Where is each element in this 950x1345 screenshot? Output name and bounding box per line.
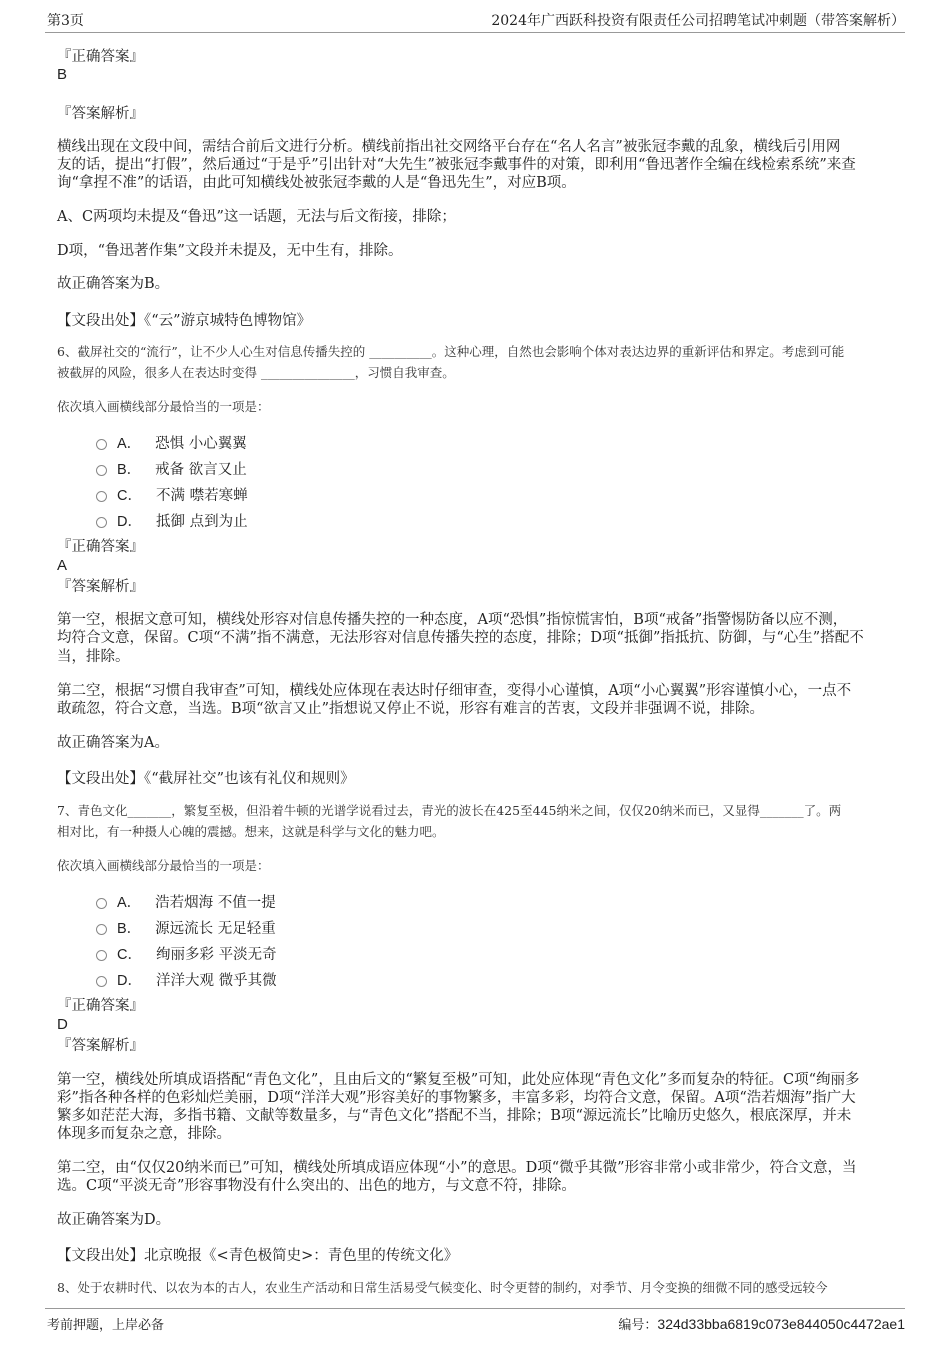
footer-code: [618, 1314, 905, 1333]
q6-option-b[interactable]: [96, 458, 247, 479]
q7-conclusion: 故正确答案为D。: [57, 1212, 171, 1228]
option-letter: B．: [117, 462, 142, 478]
q5-answer: B: [57, 66, 68, 83]
option-letter: A．: [117, 436, 142, 452]
q7-stem-line: 7、青色文化_______，繁复至极，但沿着牛顿的光谱学说看过去，青光的波长在425至445纳米之间，仅仅20纳米而已，又显得_______了。两: [57, 803, 842, 818]
q5-answer-label: 『正确答案』: [57, 49, 144, 65]
radio-icon[interactable]: [96, 976, 107, 987]
radio-icon[interactable]: [96, 465, 107, 476]
option-text: 绚丽多彩 平淡无奇: [155, 947, 277, 963]
option-letter: B．: [117, 921, 142, 937]
option-letter: D．: [117, 973, 142, 989]
q7-option-d[interactable]: [96, 969, 277, 990]
document-title: 2024年广西跃科投资有限责任公司招聘笔试冲刺题（带答案解析）: [491, 13, 905, 29]
q7-option-a[interactable]: [96, 891, 276, 912]
option-text: 戒备 欲言又止: [155, 462, 247, 478]
q5-analysis-para: A、C两项均未提及“鲁迅”这一话题，无法与后文衔接，排除；: [57, 209, 456, 225]
q7-source: 【文段出处】北京晚报《<青色极简史>：青色里的传统文化》: [57, 1248, 459, 1264]
q6-conclusion: 故正确答案为A。: [57, 735, 169, 751]
q5-analysis-label: 『答案解析』: [57, 106, 144, 122]
q6-stem-line: 被截屏的风险，很多人在表达时变得 _______________，习惯自我审查。: [57, 365, 455, 380]
q7-analysis-line: 体现多而复杂之意，排除。: [57, 1126, 231, 1142]
q5-analysis-para: D项，“鲁迅著作集”文段并未提及，无中生有，排除。: [57, 243, 403, 259]
footer-divider: [45, 1308, 905, 1309]
q7-analysis-line: 繁多如茫茫大海，多指书籍、文献等数量多，与“青色文化”搭配不当，排除；B项“源远流长”比喻历史悠久，根底深厚，并未: [57, 1108, 852, 1124]
q6-analysis-line: 第一空，根据文意可知，横线处形容对信息传播失控的一种态度，A项“恐惧”指惊慌害怕，B项“戒备”指警惕防备以应不测，: [57, 612, 848, 628]
radio-icon[interactable]: [96, 924, 107, 935]
page-number: 第3页: [47, 13, 84, 29]
option-letter: C．: [117, 947, 142, 963]
q6-analysis-line: 敢疏忽，符合文意，当选。B项“欲言又止”指想说又停止不说，形容有难言的苦衷，文段并非强调不说，排除。: [57, 701, 764, 717]
q7-answer-label: 『正确答案』: [57, 998, 144, 1014]
option-text: 浩若烟海 不值一提: [155, 895, 276, 911]
q6-option-c[interactable]: [96, 484, 248, 505]
page-header: [0, 0, 950, 34]
option-text: 恐惧 小心翼翼: [155, 436, 247, 452]
option-text: 洋洋大观 微乎其微: [155, 973, 277, 989]
header-divider: [45, 32, 905, 33]
q7-instruction: 依次填入画横线部分最恰当的一项是：: [57, 858, 270, 873]
q7-analysis-line: 第二空，由“仅仅20纳米而已”可知，横线处所填成语应体现“小”的意思。D项“微乎其微”形容非常小或非常少，符合文意，当: [57, 1160, 857, 1176]
q6-stem-line: 6、截屏社交的“流行”，让不少人心生对信息传播失控的 __________。这种心理，自然也会影响个体对表达边界的重新评估和界定。考虑到可能: [57, 344, 845, 359]
q7-analysis-line: 第一空，横线处所填成语搭配“青色文化”，且由后文的“繁复至极”可知，此处应体现“青色文化”多而复杂的特征。C项“绚丽多: [57, 1072, 860, 1088]
document-code: 324d33bba6819c073e844050c4472ae1: [657, 1316, 905, 1332]
q5-source: 【文段出处】《“云”游京城特色博物馆》: [57, 313, 312, 329]
q7-analysis-label: 『答案解析』: [57, 1038, 144, 1054]
radio-icon[interactable]: [96, 491, 107, 502]
q5-analysis-line: 友的话，提出“打假”，然后通过“于是乎”引出针对“大先生”被张冠李戴事件的对策，即利用“鲁迅著作全编在线检索系统”来查: [57, 157, 856, 173]
option-text: 不满 噤若寒蝉: [155, 488, 248, 504]
radio-icon[interactable]: [96, 950, 107, 961]
q6-option-d[interactable]: [96, 510, 248, 531]
q8-stem-line: 8、处于农耕时代、以农为本的古人，农业生产活动和日常生活易受气候变化、时令更替的制约，对季节、月令变换的细微不同的感受远较今: [57, 1280, 828, 1295]
q7-analysis-line: 彩”指各种各样的色彩灿烂美丽，D项“洋洋大观”形容美好的事物繁多，丰富多彩，均符合文意，保留。A项“浩若烟海”指广大: [57, 1090, 856, 1106]
radio-icon[interactable]: [96, 898, 107, 909]
q6-answer-label: 『正确答案』: [57, 539, 144, 555]
radio-icon[interactable]: [96, 517, 107, 528]
q7-stem-line: 相对比，有一种摄人心魄的震撼。想来，这就是科学与文化的魅力吧。: [57, 824, 445, 839]
q6-analysis-label: 『答案解析』: [57, 579, 144, 595]
q7-answer: D: [57, 1016, 68, 1033]
option-text: 源远流长 无足轻重: [155, 921, 276, 937]
q6-source: 【文段出处】《“截屏社交”也该有礼仪和规则》: [57, 771, 355, 787]
q5-analysis-line: 横线出现在文段中间，需结合前后文进行分析。横线前指出社交网络平台存在“名人名言”被张冠李戴的乱象，横线后引用网: [57, 139, 841, 155]
option-letter: C．: [117, 488, 142, 504]
option-letter: A．: [117, 895, 142, 911]
q6-answer: A: [57, 557, 68, 574]
q6-analysis-line: 第二空，根据“习惯自我审查”可知，横线处应体现在表达时仔细审查，变得小心谨慎，A项“小心翼翼”形容谨慎小心，一点不: [57, 683, 852, 699]
q7-option-c[interactable]: [96, 943, 277, 964]
q7-analysis-line: 选。C项“平淡无奇”形容事物没有什么突出的、出色的地方，与文意不符，排除。: [57, 1178, 576, 1194]
q6-instruction: 依次填入画横线部分最恰当的一项是：: [57, 399, 270, 414]
q6-option-a[interactable]: [96, 432, 247, 453]
q6-analysis-line: 当，排除。: [57, 649, 130, 665]
q5-analysis-line: 询“拿捏不准”的话语，由此可知横线处被张冠李戴的人是“鲁迅先生”，对应B项。: [57, 175, 576, 191]
q7-option-b[interactable]: [96, 917, 276, 938]
q5-conclusion: 故正确答案为B。: [57, 276, 170, 292]
code-label: 编号：: [618, 1318, 658, 1333]
option-letter: D．: [117, 514, 142, 530]
radio-icon[interactable]: [96, 439, 107, 450]
q6-analysis-line: 均符合文意，保留。C项“不满”指不满意，无法形容对信息传播失控的态度，排除；D项“抵御”指抵抗、防御，与“心生”搭配不: [57, 630, 864, 646]
option-text: 抵御 点到为止: [155, 514, 248, 530]
footer-motto: 考前押题，上岸必备: [47, 1318, 165, 1333]
